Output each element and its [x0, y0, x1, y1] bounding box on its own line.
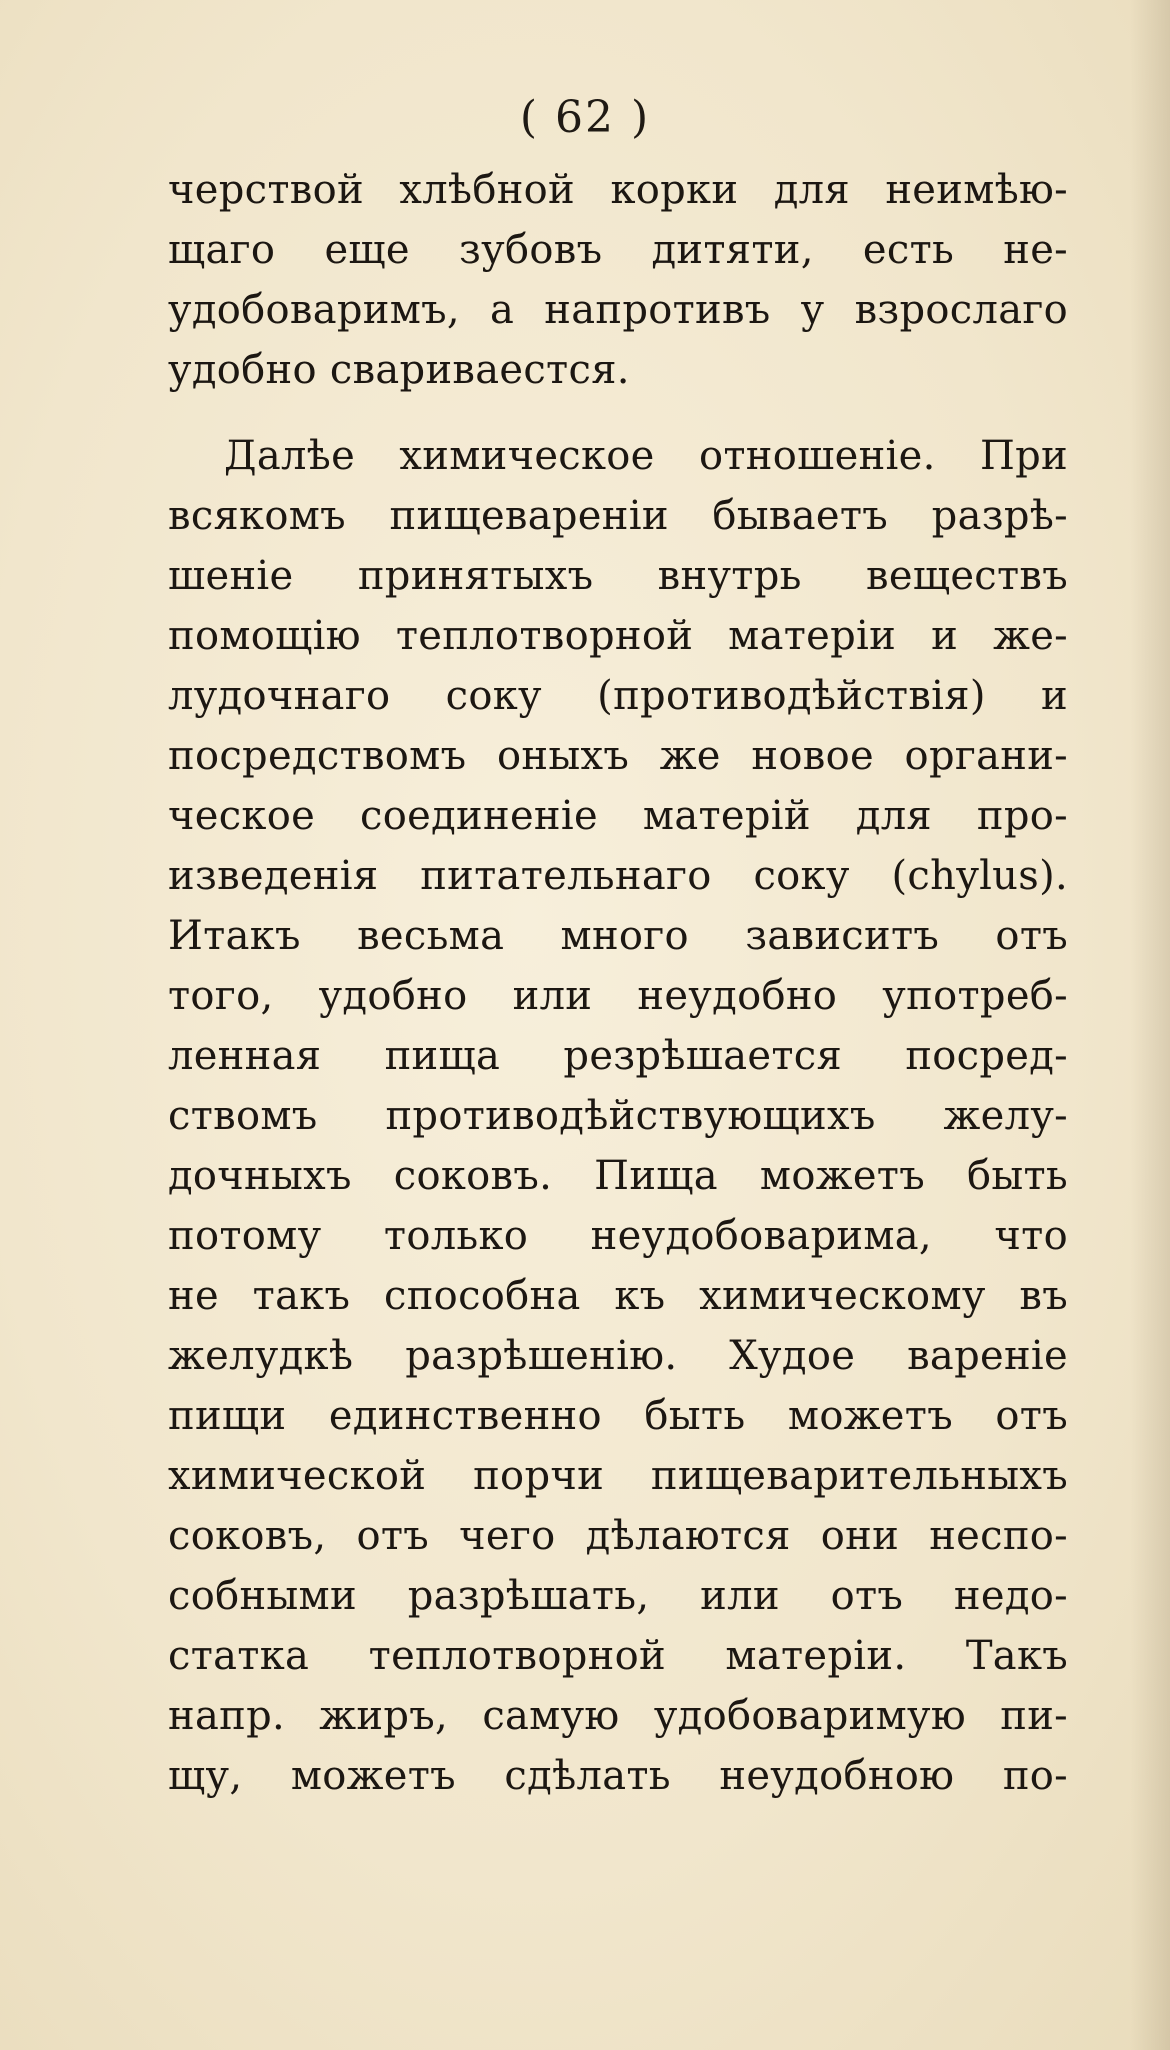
text-line: посредствомъ оныхъ же новое органи- — [168, 733, 1068, 779]
text-line: напр. жиръ, самую удобоваримую пи- — [168, 1693, 1068, 1739]
text-line: удобоваримъ, а напротивъ у взрослаго — [168, 287, 1068, 333]
page-number: ( 62 ) — [519, 92, 651, 143]
text-line: всякомъ пищеваренiи бываетъ разрѣ- — [168, 493, 1068, 539]
text-line: собными разрѣшать, или отъ недо- — [168, 1573, 1068, 1619]
text-line: черствой хлѣбной корки для неимѣю- — [168, 167, 1068, 213]
text-line: соковъ, отъ чего дѣлаются они неспо- — [168, 1513, 1068, 1559]
text-line: ческое соединенiе матерiй для про- — [168, 793, 1068, 839]
text-line: Итакъ весьма много зависитъ отъ — [168, 913, 1068, 959]
text-line: изведенiя питательнаго соку (chylus). — [168, 853, 1068, 899]
text-line: помощiю теплотворной матерiи и же- — [168, 613, 1068, 659]
text-line: ленная пища резрѣшается посред- — [168, 1033, 1068, 1079]
text-line: ствомъ противодѣйствующихъ желу- — [168, 1093, 1068, 1139]
text-line: шенiе принятыхъ внутрь веществъ — [168, 553, 1068, 599]
paragraph-gap — [168, 400, 1068, 426]
text-line: лудочнаго соку (противодѣйствiя) и — [168, 673, 1068, 719]
page-edge-shadow — [1130, 0, 1170, 2050]
text-line: химической порчи пищеварительныхъ — [168, 1453, 1068, 1499]
text-line: потому только неудобоварима, что — [168, 1213, 1068, 1259]
text-line: того, удобно или неудобно употреб- — [168, 973, 1068, 1019]
text-line: щу, можетъ сдѣлать неудобною по- — [168, 1753, 1068, 1799]
text-line: желудкѣ разрѣшенiю. Худое варенiе — [168, 1333, 1068, 1379]
text-line: не такъ способна къ химическому въ — [168, 1273, 1068, 1319]
body-text — [168, 160, 1068, 1806]
text-line: дочныхъ соковъ. Пища можетъ быть — [168, 1153, 1068, 1199]
text-line: щаго еще зубовъ дитяти, есть не- — [168, 227, 1068, 273]
text-line: удобно свариваестся. — [168, 347, 630, 393]
text-line: статка теплотворной матерiи. Такъ — [168, 1633, 1068, 1679]
text-line: пищи единственно быть можетъ отъ — [168, 1393, 1068, 1439]
text-line: Далѣе химическое отношенiе. При — [224, 433, 1068, 479]
